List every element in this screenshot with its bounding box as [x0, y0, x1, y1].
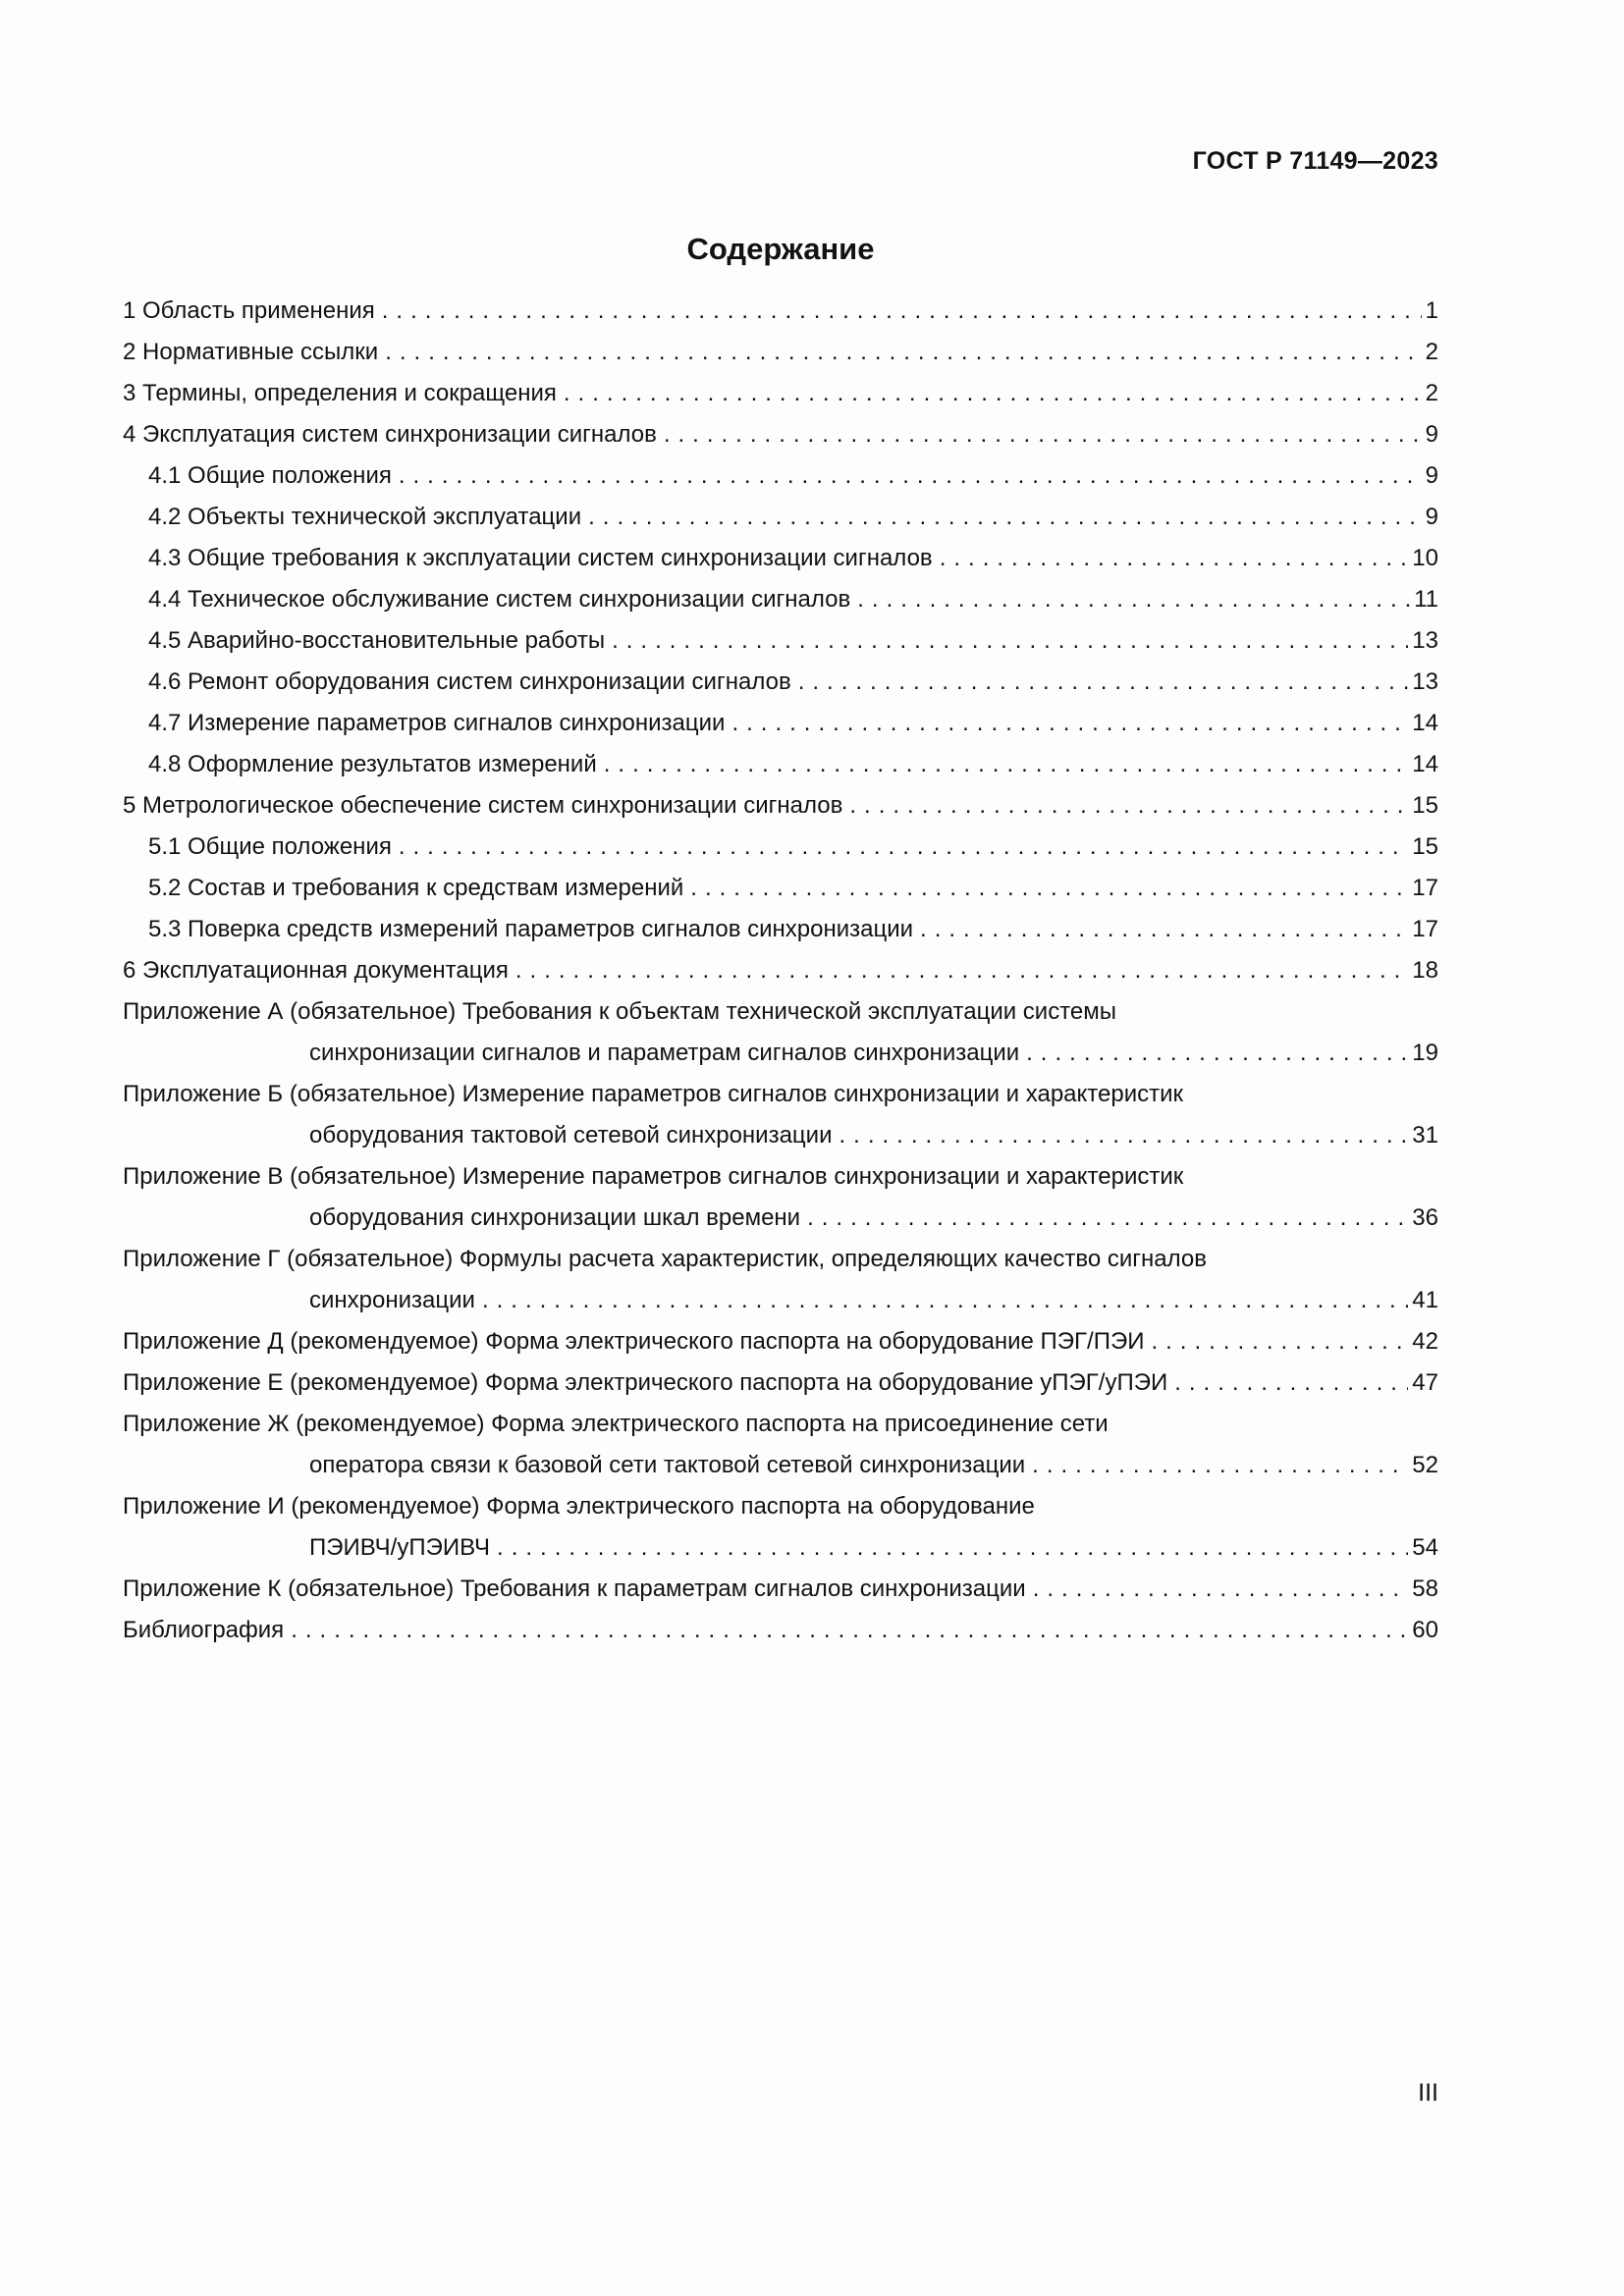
toc-entry-text: 4.5 Аварийно-восстановительные работы — [148, 627, 606, 654]
toc-entry-page: 13 — [1412, 668, 1438, 695]
toc-entry-page: 41 — [1412, 1287, 1438, 1313]
dot-leader — [839, 1115, 1409, 1156]
dot-leader — [291, 1610, 1408, 1651]
dot-leader — [399, 827, 1408, 868]
toc-entry — [123, 332, 1438, 373]
toc-entry — [123, 1156, 1438, 1239]
dot-leader — [807, 1198, 1408, 1239]
dot-leader — [1026, 1033, 1408, 1074]
toc-entry-text-line1: Приложение Г (обязательное) Формулы расчета характеристик, определяющих качество сигналов — [123, 1246, 1207, 1272]
toc-entry-text: 4.7 Измерение параметров сигналов синхронизации — [148, 710, 726, 736]
toc-entry-page: 10 — [1412, 545, 1438, 571]
toc-entry-text: 4.1 Общие положения — [148, 462, 392, 489]
table-of-contents — [123, 291, 1438, 1651]
dot-leader — [399, 455, 1422, 497]
toc-entry — [123, 1610, 1438, 1651]
toc-entry — [123, 1569, 1438, 1610]
toc-entry-page: 19 — [1412, 1040, 1438, 1066]
toc-entry-text: 4.4 Техническое обслуживание систем синхронизации сигналов — [148, 586, 851, 613]
toc-entry — [123, 1239, 1438, 1321]
dot-leader — [798, 662, 1409, 703]
toc-entry-page: 60 — [1412, 1617, 1438, 1643]
page-number-footer: III — [1418, 2079, 1438, 2107]
dot-leader — [849, 785, 1408, 827]
toc-entry-page: 47 — [1412, 1369, 1438, 1396]
page-title: Содержание — [686, 232, 875, 266]
document-number-header: ГОСТ Р 71149—2023 — [1192, 147, 1438, 175]
toc-entry-text: 5.1 Общие положения — [148, 833, 392, 860]
toc-entry — [123, 1486, 1438, 1569]
toc-entry-text-line2: синхронизации сигналов и параметрам сигналов синхронизации — [309, 1040, 1020, 1066]
dot-leader — [515, 950, 1408, 991]
dot-leader — [382, 291, 1422, 332]
toc-entry — [123, 373, 1438, 414]
toc-entry-page: 1 — [1425, 297, 1438, 324]
toc-entry-page: 17 — [1412, 875, 1438, 901]
toc-entry-text-line1: Приложение И (рекомендуемое) Форма электрического паспорта на оборудование — [123, 1493, 1035, 1520]
toc-entry-text: Библиография — [123, 1617, 285, 1643]
toc-entry-page: 14 — [1412, 710, 1438, 736]
toc-entry-page: 9 — [1425, 462, 1438, 489]
toc-entry-text: 4 Эксплуатация систем синхронизации сигналов — [123, 421, 657, 448]
toc-entry — [123, 455, 1438, 497]
dot-leader — [664, 414, 1422, 455]
toc-entry-page: 15 — [1412, 792, 1438, 819]
dot-leader — [564, 373, 1422, 414]
toc-entry-text: 4.6 Ремонт оборудования систем синхронизации сигналов — [148, 668, 791, 695]
toc-entry-page: 15 — [1412, 833, 1438, 860]
toc-entry-text-line1: Приложение Б (обязательное) Измерение параметров сигналов синхронизации и характеристик — [123, 1081, 1184, 1107]
toc-entry-page: 17 — [1412, 916, 1438, 942]
toc-entry-text: 5 Метрологическое обеспечение систем синхронизации сигналов — [123, 792, 843, 819]
dot-leader — [604, 744, 1409, 785]
dot-leader — [1151, 1321, 1408, 1362]
toc-entry-page: 52 — [1412, 1452, 1438, 1478]
toc-entry — [123, 497, 1438, 538]
dot-leader — [612, 620, 1408, 662]
toc-entry-text-line2: синхронизации — [309, 1287, 475, 1313]
dot-leader — [731, 703, 1408, 744]
toc-entry-text: 4.8 Оформление результатов измерений — [148, 751, 597, 777]
dot-leader — [482, 1280, 1408, 1321]
toc-entry-text: 1 Область применения — [123, 297, 375, 324]
toc-entry-text: 4.2 Объекты технической эксплуатации — [148, 504, 582, 530]
toc-entry — [123, 785, 1438, 827]
toc-entry-text-line1: Приложение В (обязательное) Измерение параметров сигналов синхронизации и характеристик — [123, 1163, 1184, 1190]
toc-entry — [123, 703, 1438, 744]
dot-leader — [1174, 1362, 1408, 1404]
toc-entry-text: 2 Нормативные ссылки — [123, 339, 379, 365]
dot-leader — [1033, 1569, 1409, 1610]
toc-entry-page: 9 — [1425, 504, 1438, 530]
toc-entry-page: 42 — [1412, 1328, 1438, 1355]
dot-leader — [690, 868, 1408, 909]
dot-leader — [940, 538, 1409, 579]
toc-entry — [123, 620, 1438, 662]
toc-entry — [123, 1074, 1438, 1156]
toc-entry-text: 5.2 Состав и требования к средствам измерений — [148, 875, 684, 901]
toc-entry — [123, 414, 1438, 455]
toc-entry — [123, 291, 1438, 332]
toc-entry-text: Приложение Е (рекомендуемое) Форма электрического паспорта на оборудование уПЭГ/уПЭИ — [123, 1369, 1168, 1396]
toc-entry — [123, 744, 1438, 785]
toc-entry — [123, 1321, 1438, 1362]
toc-entry-page: 14 — [1412, 751, 1438, 777]
dot-leader — [920, 909, 1408, 950]
toc-entry-text-line2: оборудования синхронизации шкал времени — [309, 1204, 801, 1231]
toc-entry-text-line1: Приложение А (обязательное) Требования к объектам технической эксплуатации системы — [123, 998, 1117, 1025]
toc-entry-page: 58 — [1412, 1575, 1438, 1602]
toc-entry-text: Приложение К (обязательное) Требования к параметрам сигналов синхронизации — [123, 1575, 1026, 1602]
toc-entry-page: 36 — [1412, 1204, 1438, 1231]
toc-entry — [123, 827, 1438, 868]
dot-leader — [857, 579, 1410, 620]
toc-entry-page: 2 — [1425, 339, 1438, 365]
toc-entry-text-line2: ПЭИВЧ/уПЭИВЧ — [309, 1534, 491, 1561]
toc-entry-page: 13 — [1412, 627, 1438, 654]
toc-entry — [123, 950, 1438, 991]
toc-entry-text-line2: оператора связи к базовой сети тактовой сетевой синхронизации — [309, 1452, 1026, 1478]
toc-entry-text-line1: Приложение Ж (рекомендуемое) Форма электрического паспорта на присоединение сети — [123, 1411, 1109, 1437]
toc-entry-page: 11 — [1414, 586, 1438, 613]
toc-entry-text: 4.3 Общие требования к эксплуатации систем синхронизации сигналов — [148, 545, 933, 571]
toc-entry — [123, 868, 1438, 909]
toc-entry — [123, 579, 1438, 620]
toc-entry-page: 9 — [1425, 421, 1438, 448]
toc-entry-text: 5.3 Поверка средств измерений параметров сигналов синхронизации — [148, 916, 914, 942]
toc-entry-text-line2: оборудования тактовой сетевой синхронизации — [309, 1122, 833, 1148]
toc-entry-page: 54 — [1412, 1534, 1438, 1561]
toc-entry — [123, 1404, 1438, 1486]
dot-leader — [385, 332, 1421, 373]
toc-entry — [123, 1362, 1438, 1404]
toc-entry — [123, 909, 1438, 950]
toc-entry — [123, 662, 1438, 703]
toc-entry-text: 6 Эксплуатационная документация — [123, 957, 509, 984]
toc-entry-page: 31 — [1412, 1122, 1438, 1148]
toc-entry-text: Приложение Д (рекомендуемое) Форма электрического паспорта на оборудование ПЭГ/ПЭИ — [123, 1328, 1145, 1355]
toc-entry — [123, 991, 1438, 1074]
toc-entry-text: 3 Термины, определения и сокращения — [123, 380, 557, 406]
toc-entry-page: 2 — [1425, 380, 1438, 406]
dot-leader — [497, 1527, 1408, 1569]
dot-leader — [588, 497, 1422, 538]
toc-entry — [123, 538, 1438, 579]
toc-entry-page: 18 — [1412, 957, 1438, 984]
dot-leader — [1032, 1445, 1408, 1486]
